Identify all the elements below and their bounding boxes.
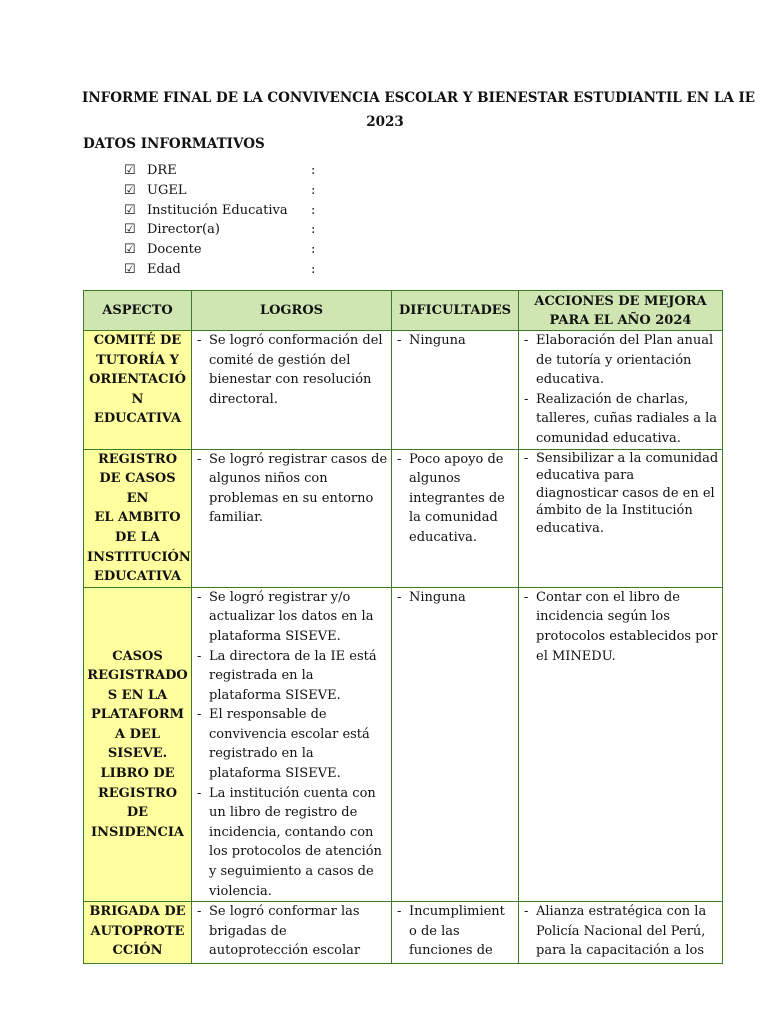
info-item	[124, 220, 316, 240]
aspect-line: N	[131, 391, 144, 407]
aspect-line: AUTOPROTE	[90, 923, 185, 939]
acciones-list	[522, 331, 719, 449]
info-label: Edad	[147, 261, 181, 277]
info-label: Institución Educativa	[147, 202, 288, 218]
info-label: Docente	[147, 242, 202, 258]
aspect-line: DE CASOS EN	[99, 471, 176, 506]
dificultades-list	[395, 902, 515, 961]
aspect-cell	[84, 331, 192, 450]
dificultades-cell	[392, 449, 519, 587]
acciones-cell	[519, 331, 723, 450]
logros-cell	[192, 902, 392, 964]
acciones-list	[522, 588, 719, 666]
bullet-item: - Poco apoyo de algunos integrantes de la comunidad educativa.	[395, 450, 515, 548]
acciones-list	[522, 902, 719, 961]
section-title: DATOS INFORMATIVOS	[83, 136, 265, 152]
bullet-item: - Sensibilizar a la comunidad educativa para diagnosticar casos de en el ámbito de la Institución educativa.	[522, 450, 719, 538]
aspect-line: DE	[126, 805, 149, 821]
bullet-item: - Se logró conformación del comité de gestión del bienestar con resolución directoral.	[195, 331, 388, 409]
info-colon: :	[311, 242, 316, 258]
bullet-item: - Ninguna	[395, 331, 515, 351]
info-label: DRE	[147, 163, 177, 178]
aspect-line: REGISTRO	[97, 451, 178, 467]
aspect-line: CASOS	[112, 648, 163, 664]
aspect-line: BRIGADA DE	[89, 904, 186, 920]
info-label: Director(a)	[147, 222, 220, 238]
aspect-line: REGISTRADO	[87, 668, 188, 684]
aspect-line: S EN LA	[107, 687, 168, 703]
document-title	[82, 86, 756, 134]
title-line-1: INFORME FINAL DE LA CONVIVENCIA ESCOLAR Y BIENESTAR ESTUDIANTIL EN LA IE	[82, 90, 756, 106]
info-colon: :	[311, 182, 316, 198]
aspect-line: A DEL	[115, 726, 160, 742]
aspect-line: CCIÓN	[112, 943, 163, 959]
report-table	[83, 290, 723, 964]
acciones-cell	[519, 449, 723, 587]
bullet-item: - Se logró registrar y/o actualizar los datos en la plataforma SISEVE.	[195, 588, 388, 647]
checkbox-checked-icon: ☑	[124, 163, 136, 178]
info-label: UGEL	[147, 182, 187, 198]
bullet-item: - Elaboración del Plan anual de tutoría y orientación educativa.	[522, 331, 719, 390]
header-acciones-line2: PARA EL AÑO 2024	[549, 312, 692, 328]
dificultades-list	[395, 588, 515, 608]
logros-cell	[192, 331, 392, 450]
aspect-line: SISEVE.	[107, 746, 168, 762]
logros-list	[195, 331, 388, 409]
aspect-line: TUTORÍA Y	[96, 352, 179, 368]
logros-list	[195, 450, 388, 528]
table-row	[84, 449, 723, 587]
bullet-item: - Ninguna	[395, 588, 515, 608]
aspect-line: LIBRO DE	[100, 766, 175, 782]
acciones-list	[522, 450, 719, 538]
bullet-item: - La directora de la IE está registrada en la plataforma SISEVE.	[195, 647, 388, 706]
aspect-line: INSIDENCIA	[90, 824, 184, 840]
bullet-item: - El responsable de convivencia escolar está registrado en la plataforma SISEVE.	[195, 705, 388, 783]
logros-cell	[192, 587, 392, 902]
aspect-cell	[84, 587, 192, 902]
aspect-line: REGISTRO	[97, 785, 178, 801]
logros-cell	[192, 449, 392, 587]
checkbox-checked-icon: ☑	[124, 222, 136, 238]
aspect-line: COMITÉ DE	[93, 333, 182, 348]
dificultades-list	[395, 331, 515, 351]
bullet-item: - Alianza estratégica con la Policía Nacional del Perú, para la capacitación a los	[522, 902, 719, 961]
title-line-2: 2023	[366, 114, 404, 130]
header-logros: LOGROS	[192, 291, 392, 331]
dificultades-cell	[392, 587, 519, 902]
aspect-line: INSTITUCIÓN	[87, 549, 191, 565]
aspect-cell	[84, 902, 192, 964]
bullet-item: - Se logró registrar casos de algunos niños con problemas en su entorno familiar.	[195, 450, 388, 528]
info-colon: :	[311, 222, 316, 238]
table-row	[84, 902, 723, 964]
aspect-line: PLATAFORM	[90, 707, 185, 723]
checkbox-checked-icon: ☑	[124, 202, 136, 218]
info-item	[124, 201, 316, 221]
logros-list	[195, 902, 388, 961]
header-aspecto: ASPECTO	[84, 291, 192, 331]
info-item	[124, 260, 316, 280]
acciones-cell	[519, 587, 723, 902]
bullet-item: - Realización de charlas, talleres, cuñas radiales a la comunidad educativa.	[522, 390, 719, 449]
aspect-cell	[84, 449, 192, 587]
table-row	[84, 331, 723, 450]
aspect-line: DE LA	[115, 529, 160, 545]
header-acciones-line1: ACCIONES DE MEJORA	[534, 293, 707, 309]
bullet-item: - Se logró conformar las brigadas de autoprotección escolar	[195, 902, 388, 961]
info-item	[124, 161, 316, 181]
info-colon: :	[311, 163, 316, 178]
header-dificultades: DIFICULTADES	[392, 291, 519, 331]
dificultades-list	[395, 450, 515, 548]
info-list	[124, 161, 316, 280]
info-colon: :	[311, 261, 316, 277]
info-item	[124, 240, 316, 260]
aspect-line: EDUCATIVA	[93, 411, 182, 427]
acciones-cell	[519, 902, 723, 964]
checkbox-checked-icon: ☑	[124, 261, 136, 277]
info-colon: :	[311, 202, 316, 218]
checkbox-checked-icon: ☑	[124, 242, 136, 258]
aspect-line: EL AMBITO	[94, 510, 181, 526]
table-row	[84, 587, 723, 902]
bullet-item: - Incumplimient o de las funciones de	[395, 902, 515, 961]
dificultades-cell	[392, 331, 519, 450]
bullet-item: - Contar con el libro de incidencia según los protocolos establecidos por el MINEDU.	[522, 588, 719, 666]
logros-list	[195, 588, 388, 902]
aspect-line: EDUCATIVA	[93, 569, 182, 585]
checkbox-checked-icon: ☑	[124, 182, 136, 198]
dificultades-cell	[392, 902, 519, 964]
bullet-item: - La institución cuenta con un libro de registro de incidencia, contando con los protocolos de atención y seguimiento a casos de violencia.	[195, 784, 388, 902]
aspect-line: ORIENTACIÓ	[89, 372, 186, 388]
header-acciones	[519, 291, 723, 331]
info-item	[124, 181, 316, 201]
